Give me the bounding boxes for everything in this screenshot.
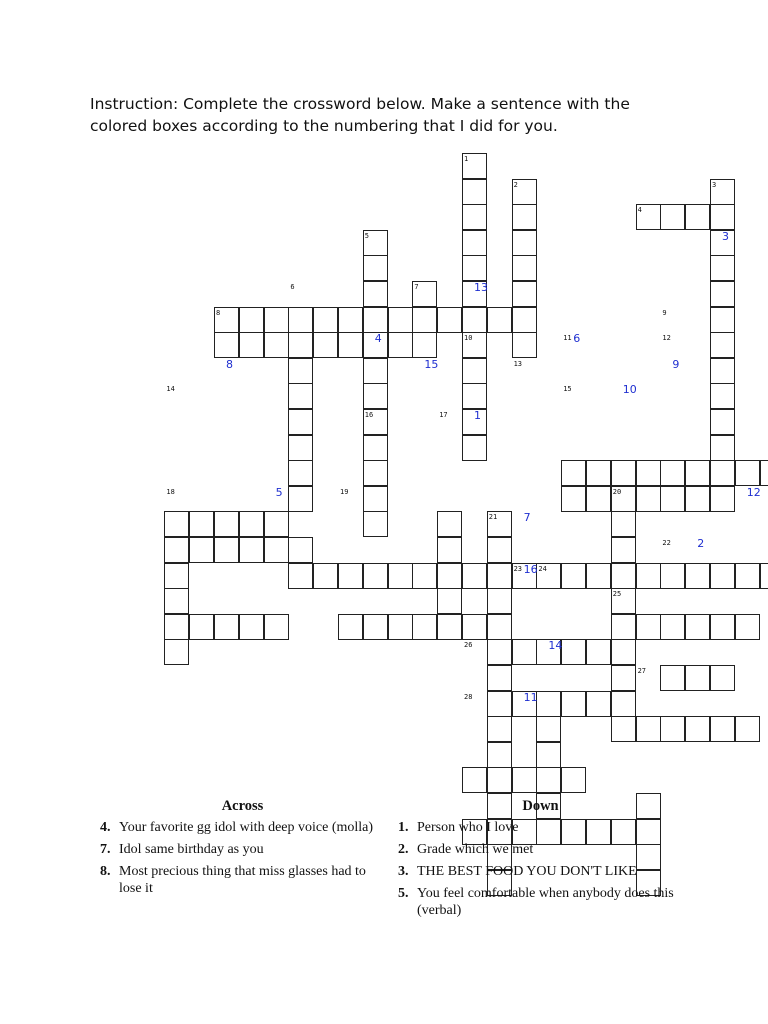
crossword-cell[interactable] — [288, 332, 313, 358]
instruction-text: Instruction: Complete the crossword below. Make a sentence with the colored boxes according to the numbering that I did for you. — [90, 95, 630, 135]
crossword-cell[interactable] — [239, 307, 264, 333]
clue-number: 5 — [364, 231, 370, 240]
crossword-cell[interactable] — [636, 614, 661, 640]
crossword-cell[interactable] — [685, 665, 710, 691]
crossword-cell[interactable] — [487, 537, 512, 563]
crossword-cell[interactable] — [412, 563, 437, 589]
down-clues — [398, 798, 683, 924]
crossword-cell[interactable] — [363, 358, 388, 384]
sentence-order-number: 9 — [672, 357, 680, 371]
sentence-order-number: 4 — [374, 332, 382, 346]
crossword-cell[interactable] — [487, 614, 512, 640]
clue-number: 19 — [340, 487, 349, 496]
crossword-cell[interactable] — [512, 332, 537, 358]
crossword-cell[interactable] — [760, 460, 768, 486]
crossword-cell[interactable] — [636, 460, 661, 486]
crossword-cell[interactable] — [611, 716, 636, 742]
clue-number: 28 — [464, 692, 473, 701]
crossword-cell[interactable] — [288, 383, 313, 409]
crossword-cell[interactable] — [164, 614, 189, 640]
crossword-cell[interactable] — [264, 537, 289, 563]
crossword-cell[interactable] — [239, 614, 264, 640]
crossword-cell[interactable] — [189, 537, 214, 563]
across-clue-item: 7. Idol same birthday as you — [100, 842, 264, 857]
crossword-cell[interactable] — [214, 537, 239, 563]
crossword-cell[interactable] — [164, 511, 189, 537]
crossword-cell[interactable] — [288, 537, 313, 563]
sentence-order-number: 15 — [424, 357, 439, 371]
crossword-cell[interactable] — [437, 537, 462, 563]
crossword-cell[interactable] — [288, 435, 313, 461]
clue-number: 22 — [662, 539, 671, 547]
crossword-cell[interactable] — [462, 614, 487, 640]
crossword-cell[interactable] — [611, 614, 636, 640]
crossword-cell[interactable] — [710, 435, 735, 461]
crossword-cell[interactable] — [412, 307, 437, 333]
crossword-cell[interactable] — [710, 307, 735, 333]
crossword-cell[interactable] — [363, 511, 388, 537]
crossword-cell[interactable] — [264, 614, 289, 640]
crossword-cell[interactable] — [611, 511, 636, 537]
crossword-cell[interactable] — [189, 614, 214, 640]
crossword-cell[interactable] — [611, 639, 636, 665]
crossword-cell[interactable] — [437, 614, 462, 640]
crossword-cell[interactable] — [586, 460, 611, 486]
crossword-cell[interactable] — [660, 716, 685, 742]
crossword-cell[interactable] — [611, 537, 636, 563]
crossword-cell[interactable] — [388, 332, 413, 358]
crossword-cell[interactable] — [462, 307, 487, 333]
across-clues — [100, 798, 385, 902]
crossword-cell[interactable] — [363, 383, 388, 409]
sentence-order-number: 13 — [474, 281, 488, 294]
crossword-cell[interactable] — [487, 639, 512, 665]
crossword-cell[interactable] — [636, 716, 661, 742]
clue-number: 21 — [488, 513, 498, 522]
crossword-cell[interactable] — [512, 767, 537, 793]
sentence-order-number: 2 — [697, 537, 705, 550]
crossword-cell[interactable] — [487, 767, 512, 793]
crossword-cell[interactable] — [487, 665, 512, 691]
clue-number: 23 — [513, 564, 523, 573]
crossword-cell[interactable] — [487, 307, 512, 333]
sentence-order-number: 8 — [226, 357, 233, 371]
crossword-cell[interactable] — [164, 588, 189, 614]
crossword-cell[interactable] — [264, 511, 289, 537]
clue-number: 8 — [216, 308, 221, 317]
crossword-cell[interactable] — [388, 563, 413, 589]
crossword-cell[interactable] — [214, 332, 239, 358]
crossword-cell[interactable] — [338, 332, 363, 358]
crossword-cell[interactable] — [214, 614, 239, 640]
clue-number: 4 — [637, 206, 642, 215]
crossword-cell[interactable] — [239, 511, 264, 537]
crossword-cell[interactable] — [512, 307, 537, 333]
crossword-cell[interactable] — [561, 460, 586, 486]
clue-number: 6 — [290, 283, 295, 291]
crossword-cell[interactable] — [512, 281, 537, 307]
clue-number: 12 — [662, 334, 671, 343]
clue-number: 2 — [513, 180, 518, 189]
crossword-cell[interactable] — [710, 460, 735, 486]
crossword-cell[interactable] — [561, 563, 586, 589]
crossword-cell[interactable] — [685, 460, 710, 486]
crossword-cell[interactable] — [636, 563, 661, 589]
sentence-order-number: 10 — [622, 383, 637, 397]
down-clue-item: 1. Person who I love — [398, 820, 519, 835]
crossword-cell[interactable] — [189, 511, 214, 537]
crossword-cell[interactable] — [487, 716, 512, 742]
crossword-cell[interactable] — [412, 332, 437, 358]
crossword-cell[interactable] — [710, 281, 735, 307]
clue-number: 16 — [364, 411, 374, 419]
crossword-cell[interactable] — [363, 307, 388, 333]
crossword-cell[interactable] — [685, 563, 710, 589]
crossword-cell[interactable] — [536, 742, 561, 768]
crossword-cell[interactable] — [536, 691, 561, 717]
crossword-cell[interactable] — [710, 614, 735, 640]
clue-number: 24 — [538, 564, 547, 573]
crossword-cell[interactable] — [437, 588, 462, 614]
sentence-order-number: 1 — [474, 409, 481, 422]
crossword-cell[interactable] — [288, 307, 313, 333]
crossword-cell[interactable] — [487, 691, 512, 717]
crossword-cell[interactable] — [685, 716, 710, 742]
crossword-cell[interactable] — [685, 204, 710, 230]
across-clue-item: 4. Your favorite gg idol with deep voice (molla) — [100, 820, 374, 835]
crossword-cell[interactable] — [363, 563, 388, 589]
clue-number: 25 — [612, 590, 622, 599]
sentence-order-number: 6 — [573, 332, 581, 346]
sentence-order-number: 14 — [548, 639, 563, 653]
crossword-cell[interactable] — [685, 614, 710, 640]
crossword-cell[interactable] — [586, 486, 611, 512]
down-clue-item: 2. Grade which we met — [398, 842, 534, 857]
crossword-cell[interactable] — [338, 563, 363, 589]
crossword-cell[interactable] — [660, 614, 685, 640]
clue-number: 13 — [513, 359, 523, 368]
clue-number: 14 — [166, 385, 175, 394]
down-heading: Down — [522, 798, 559, 814]
clue-number: 18 — [166, 487, 175, 496]
crossword-cell[interactable] — [586, 639, 611, 665]
across-clue-item: 8. Most precious thing that miss glasses had to lose it — [100, 864, 366, 896]
clue-number: 20 — [612, 487, 622, 496]
crossword-cell[interactable] — [164, 537, 189, 563]
crossword-cell[interactable] — [710, 358, 735, 384]
sentence-order-number: 5 — [275, 485, 283, 499]
crossword-cell[interactable] — [462, 204, 487, 230]
crossword-cell[interactable] — [288, 563, 313, 589]
crossword-cell[interactable] — [710, 383, 735, 409]
crossword-cell[interactable] — [710, 486, 735, 512]
crossword-cell[interactable] — [710, 255, 735, 281]
crossword-cell[interactable] — [536, 767, 561, 793]
crossword-cell[interactable] — [412, 614, 437, 640]
crossword-cell[interactable] — [760, 563, 768, 589]
crossword-cell[interactable] — [660, 665, 685, 691]
crossword-cell[interactable] — [561, 486, 586, 512]
crossword-cell[interactable] — [512, 204, 537, 230]
crossword-cell[interactable] — [710, 563, 735, 589]
clue-number: 3 — [712, 180, 717, 189]
crossword-cell[interactable] — [388, 307, 413, 333]
crossword-cell[interactable] — [611, 460, 636, 486]
crossword-cell[interactable] — [512, 639, 537, 665]
crossword-cell[interactable] — [164, 639, 189, 665]
crossword-cell[interactable] — [710, 409, 735, 435]
crossword-cell[interactable] — [313, 563, 338, 589]
crossword-cell[interactable] — [536, 716, 561, 742]
crossword-cell[interactable] — [660, 204, 685, 230]
crossword-cell[interactable] — [735, 563, 760, 589]
crossword-cell[interactable] — [437, 511, 462, 537]
crossword-cell[interactable] — [611, 563, 636, 589]
crossword-cell[interactable] — [363, 614, 388, 640]
crossword-cell[interactable] — [264, 332, 289, 358]
crossword-cell[interactable] — [660, 486, 685, 512]
crossword-cell[interactable] — [462, 563, 487, 589]
crossword-cell[interactable] — [462, 179, 487, 205]
crossword-cell[interactable] — [388, 614, 413, 640]
crossword-cell[interactable] — [561, 691, 586, 717]
crossword-cell[interactable] — [462, 255, 487, 281]
crossword-cell[interactable] — [512, 255, 537, 281]
crossword-cell[interactable] — [660, 460, 685, 486]
crossword-cell[interactable] — [561, 767, 586, 793]
clue-number: 11 — [563, 334, 572, 343]
down-clue-item: 5. You feel comfortable when anybody does this (verbal) — [398, 886, 674, 918]
crossword-cell[interactable] — [710, 204, 735, 230]
crossword-cell[interactable] — [239, 537, 264, 563]
crossword-cell[interactable] — [363, 435, 388, 461]
crossword-cell[interactable] — [239, 332, 264, 358]
clue-number: 1 — [464, 155, 469, 163]
crossword-cell[interactable] — [710, 716, 735, 742]
crossword-cell[interactable] — [264, 307, 289, 333]
crossword-cell[interactable] — [710, 332, 735, 358]
crossword-cell[interactable] — [586, 691, 611, 717]
crossword-cell[interactable] — [512, 230, 537, 256]
crossword-cell[interactable] — [288, 358, 313, 384]
sentence-order-number: 3 — [722, 229, 729, 243]
crossword-cell[interactable] — [586, 563, 611, 589]
crossword-cell[interactable] — [363, 281, 388, 307]
crossword-cell[interactable] — [462, 358, 487, 384]
crossword-cell[interactable] — [363, 486, 388, 512]
crossword-cell[interactable] — [338, 307, 363, 333]
crossword-cell[interactable] — [462, 230, 487, 256]
crossword-cell[interactable] — [611, 691, 636, 717]
clue-number: 7 — [414, 283, 419, 291]
crossword-cell[interactable] — [636, 486, 661, 512]
crossword-cell[interactable] — [363, 255, 388, 281]
clue-number: 15 — [563, 385, 572, 394]
crossword-cell[interactable] — [561, 639, 586, 665]
clue-number: 17 — [439, 411, 448, 419]
sentence-order-number: 16 — [523, 562, 538, 576]
sentence-order-number: 11 — [523, 690, 538, 704]
crossword-cell[interactable] — [313, 332, 338, 358]
clue-number: 27 — [637, 667, 647, 675]
clue-number: 10 — [464, 334, 473, 343]
crossword-cell[interactable] — [313, 307, 338, 333]
sentence-order-number: 12 — [746, 485, 761, 499]
crossword-cell[interactable] — [288, 460, 313, 486]
crossword-cell[interactable] — [710, 665, 735, 691]
crossword-cell[interactable] — [462, 383, 487, 409]
crossword-cell[interactable] — [437, 307, 462, 333]
crossword-cell[interactable] — [288, 486, 313, 512]
crossword-cell[interactable] — [462, 435, 487, 461]
crossword-cell[interactable] — [735, 614, 760, 640]
crossword-cell[interactable] — [437, 563, 462, 589]
crossword-cell[interactable] — [462, 767, 487, 793]
crossword-cell[interactable] — [487, 588, 512, 614]
crossword-cell[interactable] — [363, 460, 388, 486]
crossword-cell[interactable] — [338, 614, 363, 640]
crossword-cell[interactable] — [487, 563, 512, 589]
crossword-cell[interactable] — [735, 460, 760, 486]
clue-number: 26 — [464, 641, 473, 650]
clue-number: 9 — [662, 308, 667, 317]
crossword-cell[interactable] — [735, 716, 760, 742]
crossword-cell[interactable] — [685, 486, 710, 512]
across-heading: Across — [221, 798, 264, 814]
crossword-cell[interactable] — [611, 665, 636, 691]
crossword-cell[interactable] — [214, 511, 239, 537]
sentence-order-number: 7 — [523, 511, 531, 525]
crossword-cell[interactable] — [660, 563, 685, 589]
down-clue-item: 3. THE BEST FOOD YOU DON'T LIKE — [398, 864, 637, 879]
crossword-cell[interactable] — [288, 409, 313, 435]
crossword-cell[interactable] — [164, 563, 189, 589]
crossword-cell[interactable] — [487, 742, 512, 768]
